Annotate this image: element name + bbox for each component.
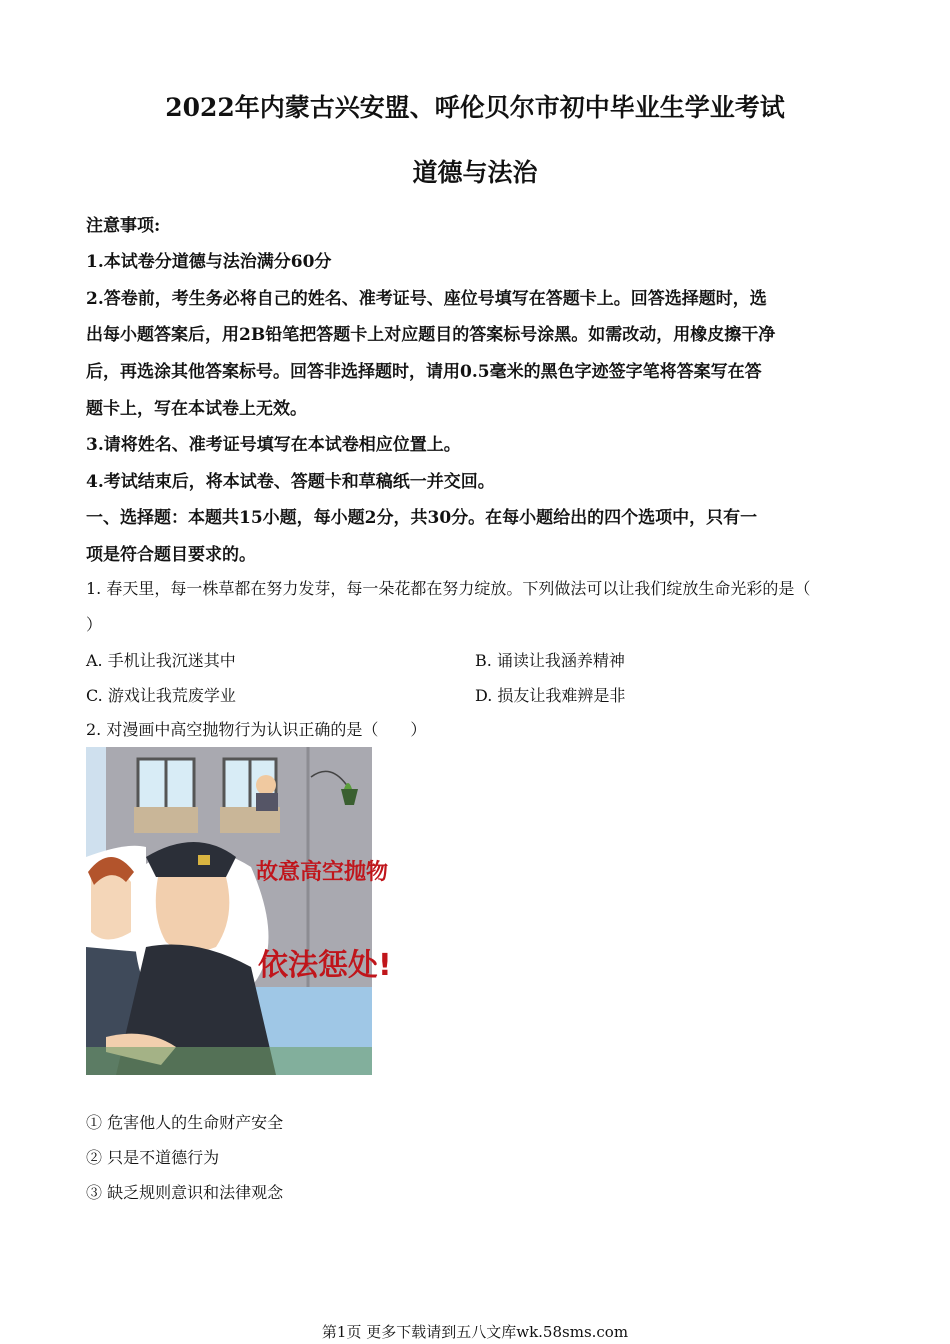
cartoon-image xyxy=(86,747,392,1075)
note-item: 1.本试卷分道德与法治满分60分 xyxy=(86,252,332,272)
statement-3: ③ 缺乏规则意识和法律观念 xyxy=(86,1183,284,1202)
statement-2: ② 只是不道德行为 xyxy=(86,1148,220,1167)
option-b: B. 诵读让我涵养精神 xyxy=(475,651,625,670)
option-c: C. 游戏让我荒废学业 xyxy=(86,686,236,705)
section-heading: 一、选择题：本题共15小题，每小题2分，共30分。在每小题给出的四个选项中，只有一 xyxy=(86,508,758,528)
question-2-stem: 2. 对漫画中高空抛物行为认识正确的是（ ） xyxy=(86,720,427,739)
subject-title: 道德与法治 xyxy=(412,158,538,187)
cartoon-caption-1: 故意高空抛物 xyxy=(256,860,389,885)
exam-title: 2022年内蒙古兴安盟、呼伦贝尔市初中毕业生学业考试 xyxy=(165,93,785,122)
note-item: 3.请将姓名、准考证号填写在本试卷相应位置上。 xyxy=(86,435,461,455)
note-item: 题卡上，写在本试卷上无效。 xyxy=(86,399,307,419)
option-d: D. 损友让我难辨是非 xyxy=(475,686,626,705)
note-item: 4.考试结束后，将本试卷、答题卡和草稿纸一并交回。 xyxy=(86,472,495,492)
question-1-stem-end: ） xyxy=(86,615,103,634)
statement-1: ① 危害他人的生命财产安全 xyxy=(86,1113,284,1132)
note-item: 出每小题答案后，用2B铅笔把答题卡上对应题目的答案标号涂黑。如需改动，用橡皮擦干净 xyxy=(86,325,776,345)
section-heading-cont: 项是符合题目要求的。 xyxy=(86,545,256,565)
cartoon-caption-2: 依法惩处! xyxy=(258,948,392,983)
page-footer: 第1页 更多下载请到五八文库wk.58sms.com xyxy=(321,1323,629,1341)
question-1-stem: 1. 春天里，每一株草都在努力发芽，每一朵花都在努力绽放。下列做法可以让我们绽放生命光彩的是（ xyxy=(86,579,811,598)
note-item: 后，再选涂其他答案标号。回答非选择题时，请用0.5毫米的黑色字迹签字笔将答案写在答 xyxy=(86,362,762,382)
option-a: A. 手机让我沉迷其中 xyxy=(86,651,236,670)
note-item: 2.答卷前，考生务必将自己的姓名、准考证号、座位号填写在答题卡上。回答选择题时，选 xyxy=(86,289,767,309)
notes-heading: 注意事项: xyxy=(86,216,161,236)
